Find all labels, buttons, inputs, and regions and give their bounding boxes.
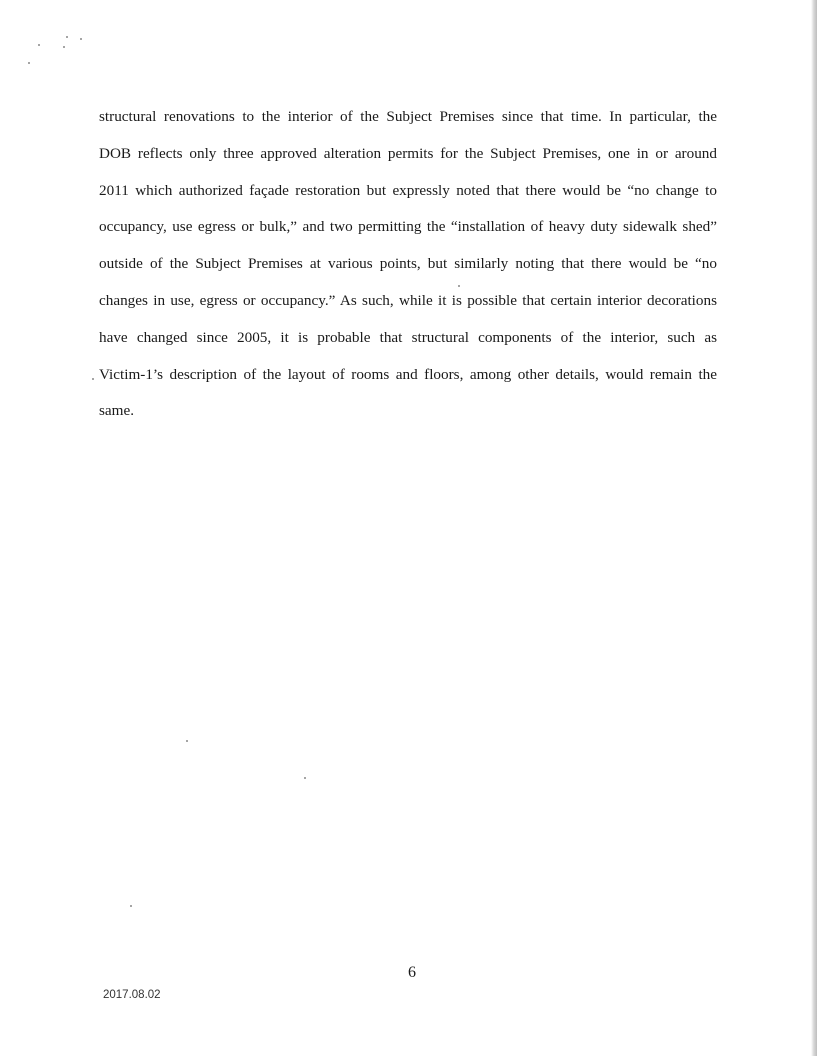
paragraph-line: DOB reflects only three approved alteration permits for the Subject Premises, one in or around: [99, 144, 717, 162]
paragraph-line: changes in use, egress or occupancy.” As such, while it is possible that certain interior decorations: [99, 291, 717, 309]
scan-speck: [186, 740, 188, 742]
scan-edge: [811, 0, 817, 1056]
page-number: 6: [408, 964, 416, 981]
paragraph-line: structural renovations to the interior of the Subject Premises since that time. In particular, the: [99, 108, 717, 125]
paragraph-line: Victim-1’s description of the layout of rooms and floors, among other details, would remain the: [99, 365, 717, 383]
scan-speck: [80, 38, 82, 40]
footer-date: 2017.08.02: [103, 989, 161, 1001]
paragraph-line: same.: [99, 402, 135, 420]
body-paragraph: [99, 99, 717, 430]
scan-speck: [38, 44, 40, 46]
scan-speck: [304, 777, 306, 779]
scan-speck: [92, 378, 94, 380]
paragraph-line: have changed since 2005, it is probable that structural components of the interior, such as: [99, 328, 717, 346]
scan-speck: [130, 905, 132, 907]
paragraph-line: 2011 which authorized façade restoration but expressly noted that there would be “no change to: [99, 181, 717, 199]
scan-speck: [28, 62, 30, 64]
paragraph-line: outside of the Subject Premises at various points, but similarly noting that there would be “no: [99, 255, 717, 273]
scan-speck: [66, 36, 68, 38]
scan-speck: [63, 46, 65, 48]
paragraph-line: occupancy, use egress or bulk,” and two permitting the “installation of heavy duty sidewalk shed”: [99, 218, 717, 236]
